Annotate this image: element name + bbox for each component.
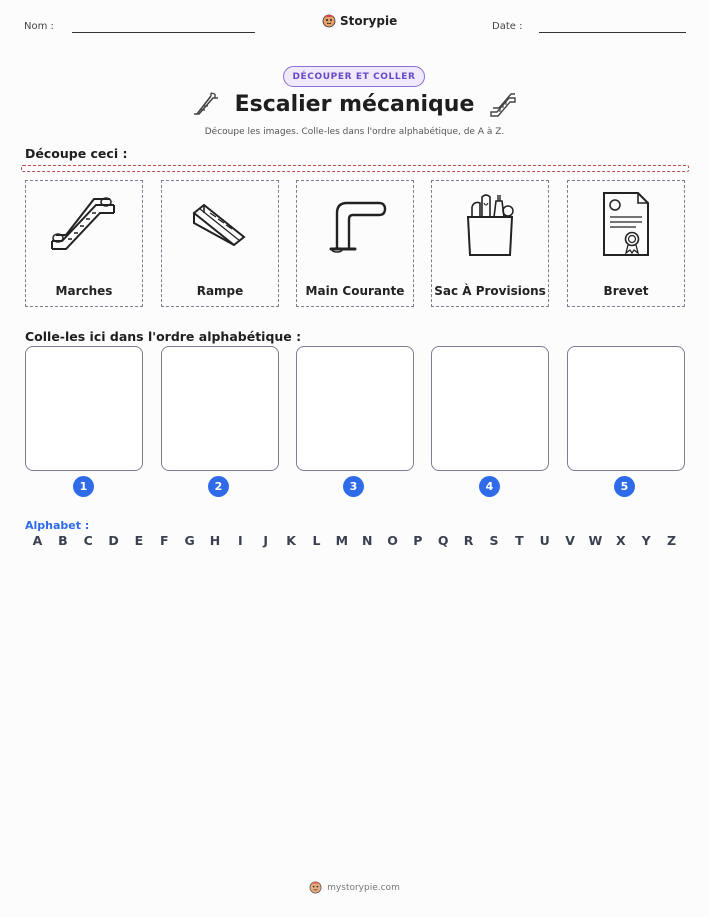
cut-card-marches[interactable] [25,180,143,307]
instructions: Découpe les images. Colle-les dans l'ordre alphabétique, de A à Z. [204,127,505,137]
number-badge-1: 1 [73,476,94,497]
alphabet-letter: T [515,533,524,548]
cut-card-sac-a-provisions[interactable] [431,180,549,307]
alphabet-letter: V [565,533,575,548]
ramp-icon [190,199,250,249]
number-badge-2: 2 [208,476,229,497]
mascot-icon [309,881,322,894]
mascot-icon [322,14,336,28]
alphabet-letter: F [160,533,169,548]
paste-section-label: Colle-les ici dans l'ordre alphabétique : [25,329,302,344]
brand-name: Storypie [340,14,398,28]
alphabet-letter: S [489,533,499,548]
alphabet-row [25,533,684,548]
cut-section-label: Découpe ceci : [25,146,128,161]
cut-word: Sac À Provisions [434,284,546,298]
alphabet-letter: R [463,533,474,548]
page-title: Escalier mécanique [234,91,475,117]
cut-word: Main Courante [305,284,405,298]
footer [0,881,709,894]
cut-dashed-line [21,165,689,172]
alphabet-letter: G [184,533,195,548]
number-badge-5: 5 [614,476,635,497]
alphabet-letter: K [286,533,296,548]
alphabet-letter: J [263,533,269,548]
cut-card-main-courante[interactable] [296,180,414,307]
cut-word: Rampe [196,284,244,298]
grocery-bag-icon [462,191,518,257]
cut-card-brevet[interactable] [567,180,685,307]
escalator-title-icon [488,90,518,118]
alphabet-label: Alphabet : [25,519,90,532]
alphabet-letter: I [238,533,243,548]
escalator-icon [48,193,120,255]
alphabet-letter: O [387,533,398,548]
number-badge-4: 4 [479,476,500,497]
alphabet-letter: C [83,533,93,548]
date-line [539,32,686,33]
brand-logo [322,14,397,28]
date-label: Date : [492,21,523,32]
alphabet-letter: B [58,533,68,548]
alphabet-letter: P [413,533,423,548]
number-badge-3: 3 [343,476,364,497]
activity-badge: DÉCOUPER ET COLLER [283,66,425,87]
cut-card-rampe[interactable] [161,180,279,307]
alphabet-letter: Y [641,533,651,548]
alphabet-letter: N [361,533,373,548]
alphabet-letter: X [615,533,626,548]
paste-box-1[interactable] [25,346,143,471]
alphabet-letter: L [312,533,321,548]
cut-word: Marches [55,284,113,298]
paste-box-5[interactable] [567,346,685,471]
paste-box-4[interactable] [431,346,549,471]
alphabet-letter: D [108,533,119,548]
alphabet-letter: M [335,533,349,548]
paste-box-3[interactable] [296,346,414,471]
alphabet-letter: E [134,533,144,548]
slide-icon [191,90,221,118]
alphabet-letter: U [539,533,550,548]
handrail-icon [323,193,387,255]
paste-box-2[interactable] [161,346,279,471]
alphabet-letter: H [209,533,221,548]
name-label: Nom : [24,21,54,32]
cut-word: Brevet [603,284,649,298]
title-row [0,90,709,118]
certificate-icon [600,191,652,257]
alphabet-letter: Q [437,533,449,548]
alphabet-letter: Z [666,533,677,548]
footer-site[interactable]: mystorypie.com [327,882,400,893]
alphabet-letter: W [588,533,603,548]
name-line [72,32,255,33]
alphabet-letter: A [32,533,43,548]
